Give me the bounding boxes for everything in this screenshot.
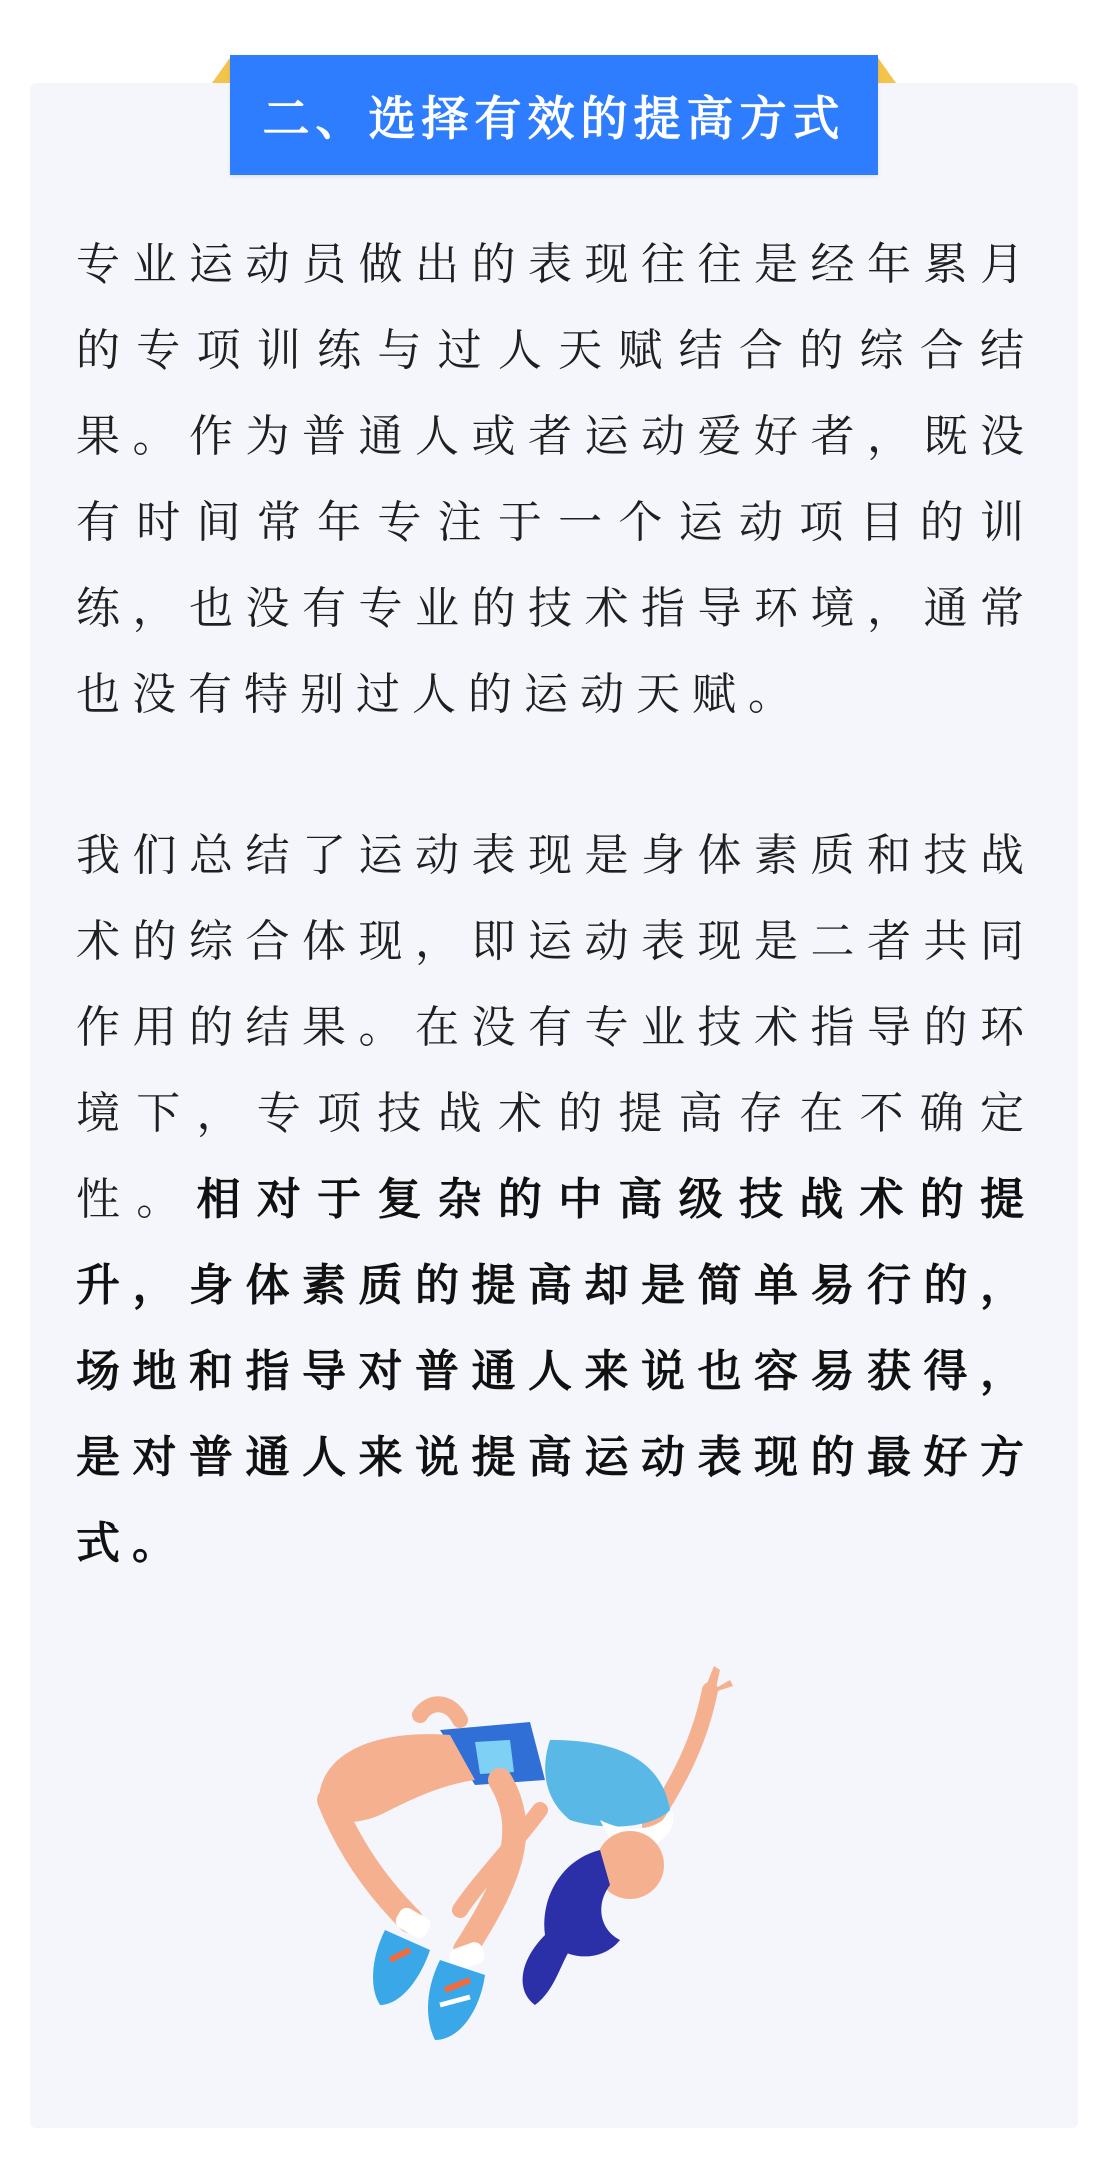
section-title: 二、选择有效的提高方式 xyxy=(230,55,878,175)
high-jumper-illustration xyxy=(300,1660,820,2080)
paragraph-2-bold: 相对于复杂的中高级技战术的提升，身体素质的提高却是简单易行的，场地和指导对普通人来说也容易获得，是对普通人来说提高运动表现的最好方式。 xyxy=(76,1174,1037,1569)
paragraph-1: 专业运动员做出的表现往往是经年累月的专项训练与过人天赋结合的综合结果。作为普通人或者运动爱好者，既没有时间常年专注于一个运动项目的训练，也没有专业的技术指导环境，通常也没有特别过人的运动天赋。 xyxy=(76,239,1036,720)
paragraph-2 xyxy=(76,813,1036,1587)
title-tab-right-wing xyxy=(876,55,896,83)
paragraph-2-normal: 我们总结了运动表现是身体素质和技战术的综合体现，即运动表现是二者共同作用的结果。在没有专业技术指导的环境下，专项技战术的提高存在不确定性。 xyxy=(76,830,1036,1225)
title-tab-left-wing xyxy=(212,55,232,83)
